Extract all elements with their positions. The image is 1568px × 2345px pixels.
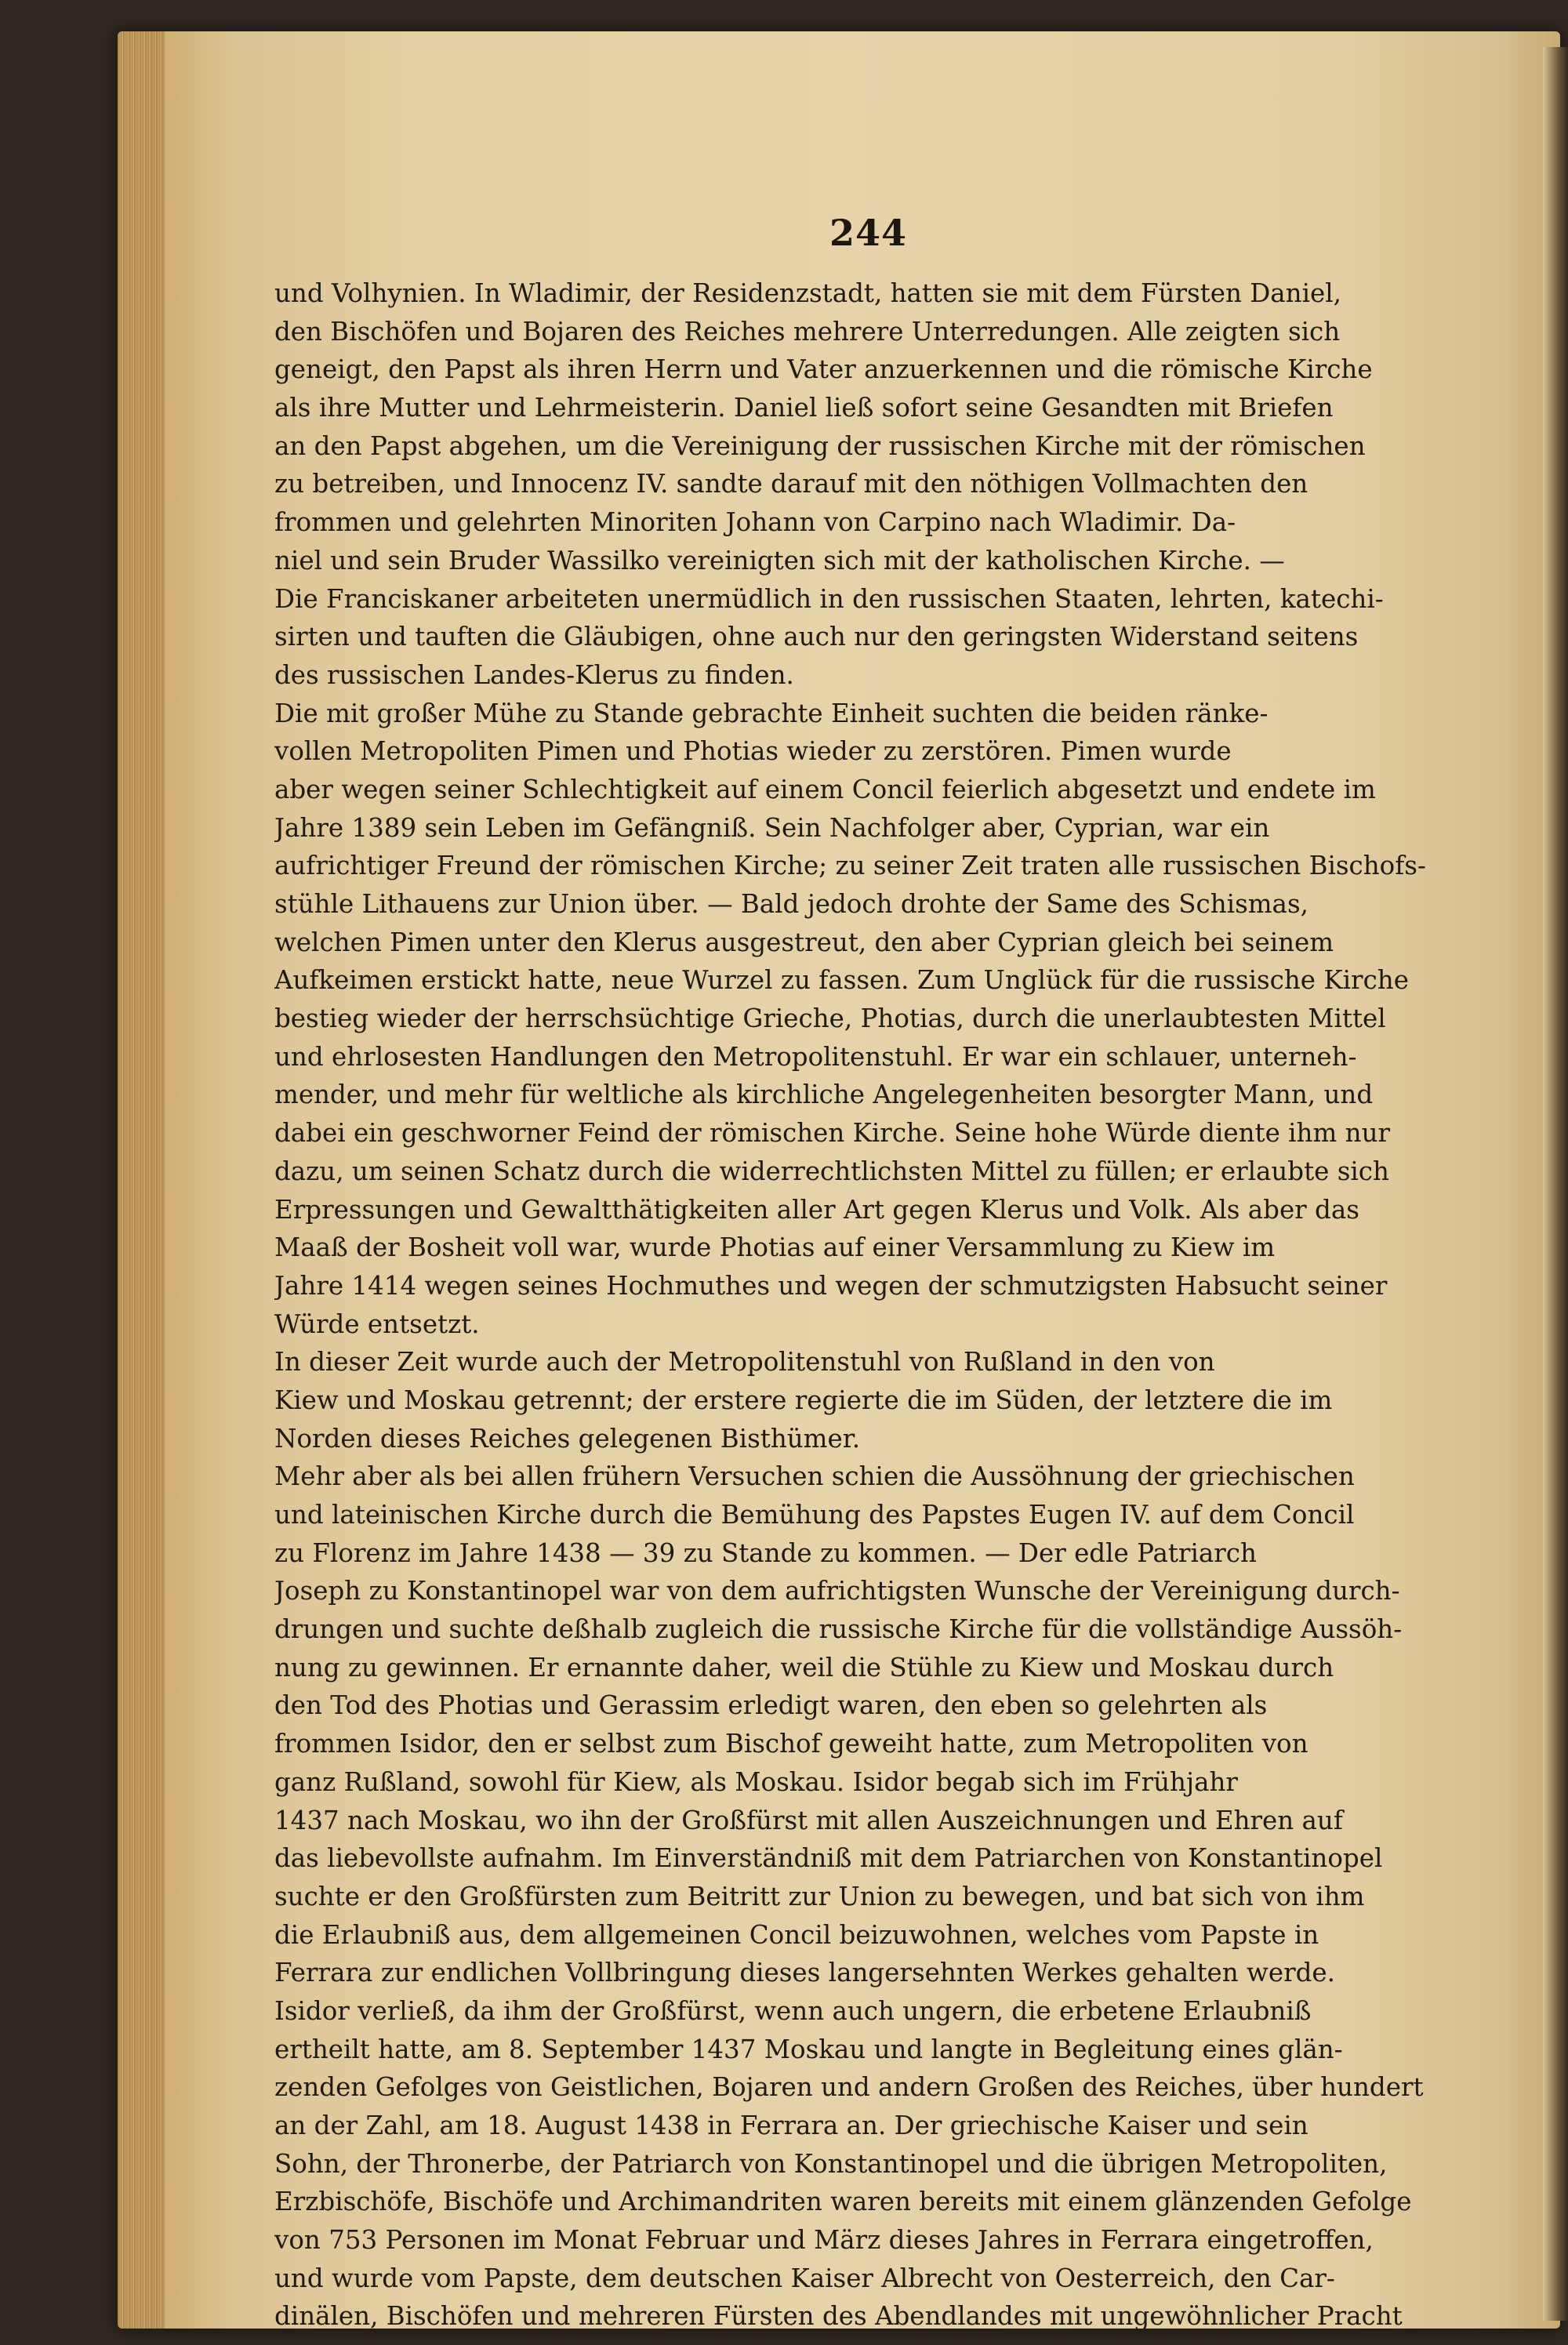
text-line: niel und sein Bruder Wassilko vereinigten sich mit der katholischen Kirche. —: [274, 545, 1285, 575]
text-line: aufrichtiger Freund der römischen Kirche; zu seiner Zeit traten alle russischen Bischofs-: [274, 851, 1426, 881]
text-line: In dieser Zeit wurde auch der Metropolitenstuhl von Rußland in den von: [274, 1347, 1215, 1378]
text-line: das liebevollste aufnahm. Im Einverständniß mit dem Patriarchen von Konstantinopel: [274, 1843, 1383, 1874]
page-stack-edge: [118, 31, 165, 2329]
text-line: Erzbischöfe, Bischöfe und Archimandriten waren bereits mit einem glänzenden Gefolge: [274, 2187, 1412, 2217]
text-line: Jahre 1389 sein Leben im Gefängniß. Sein Nachfolger aber, Cyprian, war ein: [274, 812, 1270, 843]
text-line: mender, und mehr für weltliche als kirchliche Angelegenheiten besorgter Mann, und: [274, 1080, 1374, 1110]
text-line: den Tod des Photias und Gerassim erledigt waren, den eben so gelehrten als: [274, 1690, 1268, 1721]
text-line: dabei ein geschworner Feind der römischen Kirche. Seine hohe Würde diente ihm nur: [274, 1118, 1391, 1149]
text-line: vollen Metropoliten Pimen und Photias wieder zu zerstören. Pimen wurde: [274, 736, 1232, 767]
text-line: bestieg wieder der herrschsüchtige Grieche, Photias, durch die unerlaubtesten Mittel: [274, 1004, 1386, 1034]
text-line: dazu, um seinen Schatz durch die widerrechtlichsten Mittel zu füllen; er erlaubte sich: [274, 1156, 1389, 1186]
text-line: frommen Isidor, den er selbst zum Bischof geweiht hatte, zum Metropoliten von: [274, 1729, 1308, 1759]
text-line: ganz Rußland, sowohl für Kiew, als Moskau. Isidor begab sich im Frühjahr: [274, 1766, 1238, 1797]
text-line: zenden Gefolges von Geistlichen, Bojaren und andern Großen des Reiches, über hundert: [274, 2072, 1424, 2103]
text-line: Mehr aber als bei allen frühern Versuchen schien die Aussöhnung der griechischen: [274, 1461, 1355, 1492]
text-line: und wurde vom Papste, dem deutschen Kaiser Albrecht von Oesterreich, den Car-: [274, 2263, 1335, 2293]
text-line: an der Zahl, am 18. August 1438 in Ferrara an. Der griechische Kaiser und sein: [274, 2111, 1308, 2140]
text-line: Sohn, der Thronerbe, der Patriarch von Konstantinopel und die übrigen Metropoliten,: [274, 2148, 1388, 2179]
text-line: Joseph zu Konstantinopel war von dem aufrichtigsten Wunsche der Vereinigung durch-: [274, 1576, 1400, 1606]
text-line: zu betreiben, und Innocenz IV. sandte darauf mit den nöthigen Vollmachten den: [274, 469, 1308, 499]
text-line: Ferrara zur endlichen Vollbringung dieses langersehnten Werkes gehalten werde.: [274, 1958, 1335, 1988]
text-line: und ehrlosesten Handlungen den Metropolitenstuhl. Er war ein schlauer, unterneh-: [274, 1041, 1357, 1072]
text-line: Isidor verließ, da ihm der Großfürst, wenn auch ungern, die erbetene Erlaubniß: [274, 1995, 1312, 2026]
text-line: Maaß der Bosheit voll war, wurde Photias auf einer Versammlung zu Kiew im: [274, 1232, 1276, 1263]
text-line: ertheilt hatte, am 8. September 1437 Moskau und langte in Begleitung eines glän-: [274, 2034, 1343, 2064]
binding-shadow: [1543, 47, 1568, 2321]
text-line: welchen Pimen unter den Klerus ausgestreut, den aber Cyprian gleich bei seinem: [274, 927, 1334, 957]
text-line: dinälen, Bischöfen und mehreren Fürsten des Abendlandes mit ungewöhnlicher Pracht: [274, 2301, 1403, 2332]
text-line: geneigt, den Papst als ihren Herrn und Vater anzuerkennen und die römische Kirche: [274, 354, 1373, 385]
text-line: und lateinischen Kirche durch die Bemühung des Papstes Eugen IV. auf dem Concil: [274, 1500, 1355, 1530]
text-line: frommen und gelehrten Minoriten Johann von Carpino nach Wladimir. Da-: [274, 507, 1236, 538]
text-line: von 753 Personen im Monat Februar und März dieses Jahres in Ferrara eingetroffen,: [274, 2225, 1374, 2256]
text-line: den Bischöfen und Bojaren des Reiches mehrere Unterredungen. Alle zeigten sich: [274, 316, 1341, 347]
text-line: suchte er den Großfürsten zum Beitritt zur Union zu bewegen, und bat sich von ihm: [274, 1881, 1365, 1911]
text-line: Jahre 1414 wegen seines Hochmuthes und wegen der schmutzigsten Habsucht seiner: [274, 1270, 1388, 1301]
text-line: an den Papst abgehen, um die Vereinigung der russischen Kirche mit der römischen: [274, 430, 1366, 461]
text-line: als ihre Mutter und Lehrmeisterin. Daniel ließ sofort seine Gesandten mit Briefen: [274, 393, 1334, 423]
text-line: drungen und suchte deßhalb zugleich die russische Kirche für die vollständige Aussöh-: [274, 1614, 1403, 1645]
text-line: des russischen Landes-Klerus zu finden.: [274, 659, 794, 690]
text-line: sirten und tauften die Gläubigen, ohne auch nur den geringsten Widerstand seitens: [274, 622, 1359, 652]
text-line: 1437 nach Moskau, wo ihn der Großfürst mit allen Auszeichnungen und Ehren auf: [274, 1805, 1343, 1835]
text-line: Erpressungen und Gewaltthätigkeiten aller Art gegen Klerus und Volk. Als aber das: [274, 1194, 1359, 1225]
text-line: und Volhynien. In Wladimir, der Residenzstadt, hatten sie mit dem Fürsten Daniel,: [274, 278, 1341, 308]
text-line: nung zu gewinnen. Er ernannte daher, weil die Stühle zu Kiew und Moskau durch: [274, 1652, 1334, 1683]
text-line: Würde entsetzt.: [274, 1309, 480, 1339]
text-line: Norden dieses Reiches gelegenen Bisthümer.: [274, 1423, 861, 1454]
text-line: Aufkeimen erstickt hatte, neue Wurzel zu fassen. Zum Unglück für die russische Kirche: [274, 965, 1409, 996]
text-line: Kiew und Moskau getrennt; der erstere regierte die im Süden, der letztere die im: [274, 1385, 1333, 1415]
body-text: [274, 274, 1446, 2336]
text-line: stühle Lithauens zur Union über. — Bald jedoch drohte der Same des Schismas,: [274, 889, 1308, 919]
text-line: die Erlaubniß aus, dem allgemeinen Concil beizuwohnen, welches vom Papste in: [274, 1919, 1319, 1950]
text-line: aber wegen seiner Schlechtigkeit auf einem Concil feierlich abgesetzt und endete im: [274, 774, 1376, 804]
text-line: Die mit großer Mühe zu Stande gebrachte Einheit suchten die beiden ränke-: [274, 698, 1269, 728]
text-line: zu Florenz im Jahre 1438 — 39 zu Stande zu kommen. — Der edle Patriarch: [274, 1537, 1257, 1568]
text-line: Die Franciskaner arbeiteten unermüdlich in den russischen Staaten, lehrten, katechi-: [274, 583, 1384, 614]
page-number: 244: [829, 212, 908, 254]
